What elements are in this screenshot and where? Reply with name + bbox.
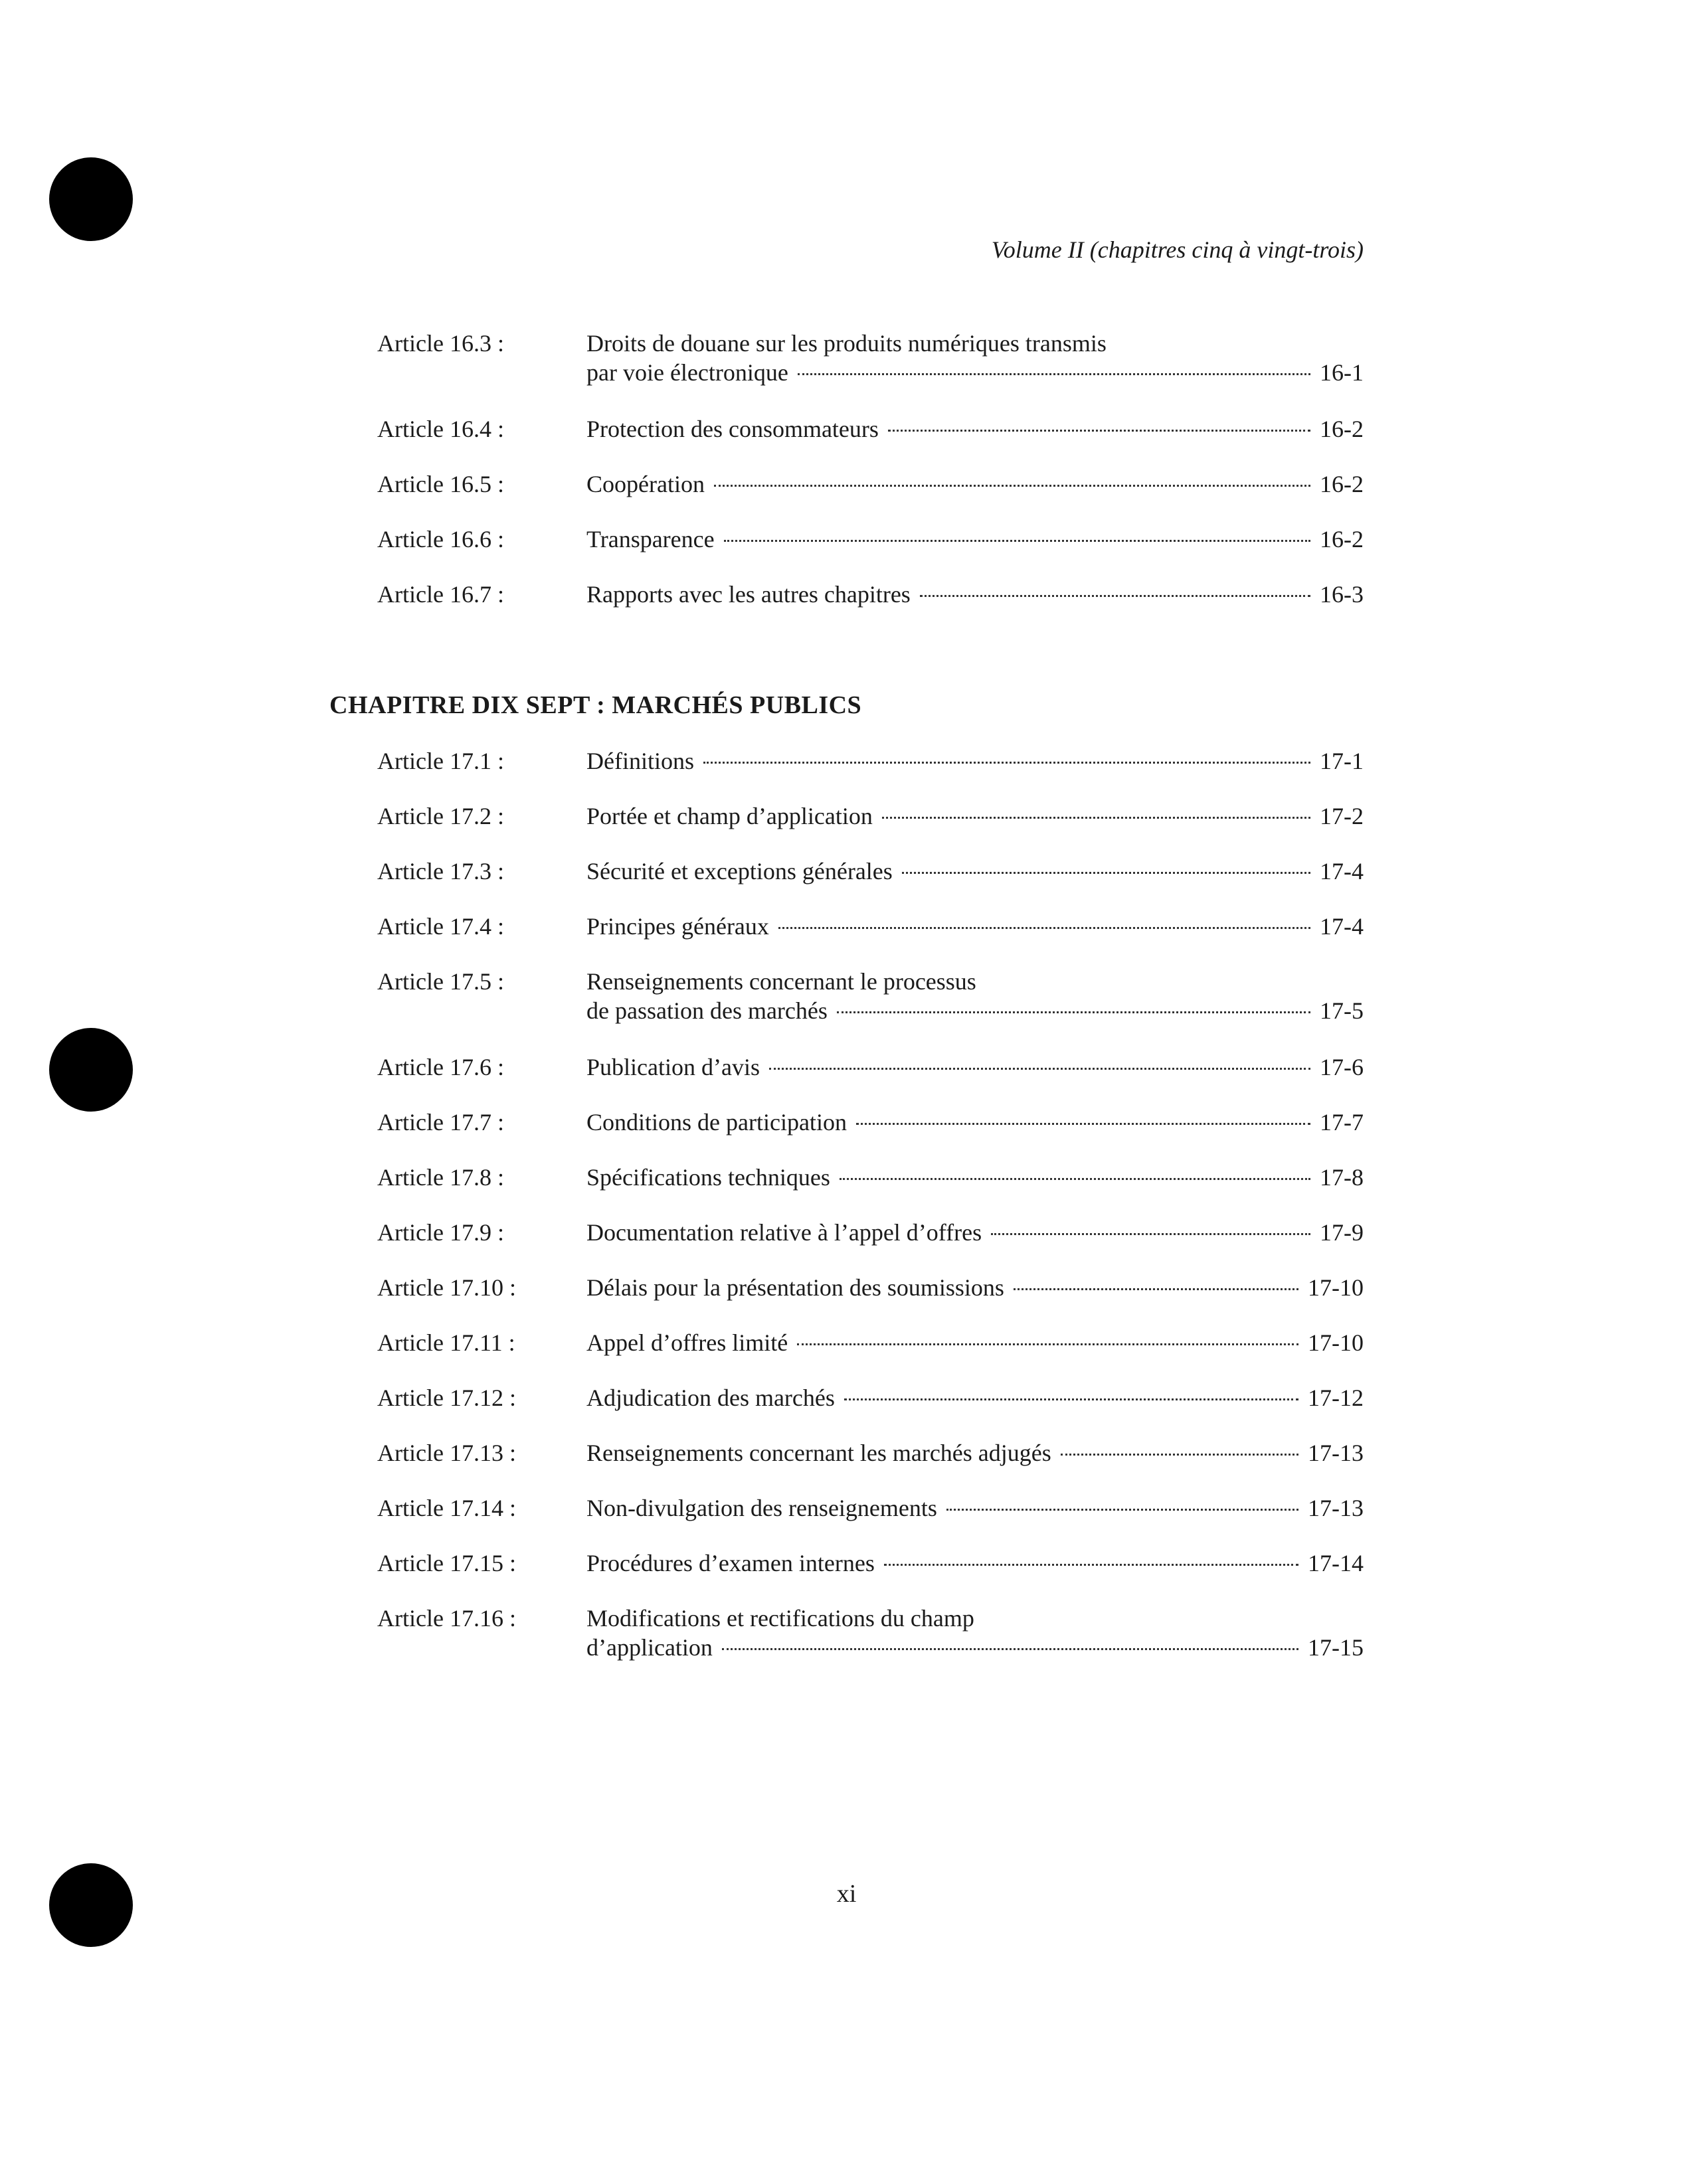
article-title: Renseignements concernant les marchés adjugés bbox=[586, 1440, 1051, 1466]
page-reference: 17-1 bbox=[1320, 748, 1364, 774]
page-reference: 16-3 bbox=[1320, 581, 1364, 608]
toc-entry[interactable] bbox=[0, 1438, 1693, 1493]
article-number: Article 16.6 : bbox=[377, 526, 504, 552]
toc-entry[interactable] bbox=[0, 329, 1693, 414]
article-title-line1: Droits de douane sur les produits numériques transmis bbox=[586, 330, 1107, 357]
article-number: Article 17.15 : bbox=[377, 1550, 516, 1576]
dot-leader bbox=[778, 927, 1310, 929]
article-title: Délais pour la présentation des soumissions bbox=[586, 1274, 1004, 1301]
article-title: Transparence bbox=[586, 526, 715, 552]
article-title: Non-divulgation des renseignements bbox=[586, 1495, 937, 1521]
page-reference: 17-2 bbox=[1320, 803, 1364, 829]
article-number: Article 17.5 : bbox=[377, 968, 504, 995]
article-title: Protection des consommateurs bbox=[586, 416, 879, 442]
page-reference: 17-13 bbox=[1308, 1495, 1364, 1521]
article-title: de passation des marchés bbox=[586, 997, 828, 1024]
article-title: Conditions de participation bbox=[586, 1109, 847, 1135]
page-reference: 17-14 bbox=[1308, 1550, 1364, 1576]
dot-leader bbox=[991, 1233, 1310, 1235]
article-title: Principes généraux bbox=[586, 913, 769, 940]
page-reference: 17-15 bbox=[1308, 1634, 1364, 1661]
page-reference: 16-2 bbox=[1320, 526, 1364, 552]
article-number: Article 17.13 : bbox=[377, 1440, 516, 1466]
article-title: Sécurité et exceptions générales bbox=[586, 858, 893, 884]
dot-leader bbox=[888, 430, 1310, 432]
article-title: Procédures d’examen internes bbox=[586, 1550, 875, 1576]
article-title: Rapports avec les autres chapitres bbox=[586, 581, 911, 608]
page-reference: 17-4 bbox=[1320, 858, 1364, 884]
toc-entry[interactable] bbox=[0, 1163, 1693, 1218]
article-title: Appel d’offres limité bbox=[586, 1329, 788, 1356]
article-title-line1: Modifications et rectifications du champ bbox=[586, 1605, 974, 1632]
dot-leader bbox=[856, 1123, 1310, 1125]
dot-leader bbox=[797, 1343, 1298, 1345]
dot-leader bbox=[837, 1011, 1310, 1013]
toc-entry[interactable] bbox=[0, 1604, 1693, 1689]
page-reference: 17-10 bbox=[1308, 1274, 1364, 1301]
article-number: Article 16.5 : bbox=[377, 471, 504, 497]
dot-leader bbox=[769, 1068, 1310, 1070]
article-number: Article 17.14 : bbox=[377, 1495, 516, 1521]
article-number: Article 17.1 : bbox=[377, 748, 504, 774]
page-reference: 17-8 bbox=[1320, 1164, 1364, 1191]
article-number: Article 17.3 : bbox=[377, 858, 504, 884]
page-reference: 17-12 bbox=[1308, 1385, 1364, 1411]
dot-leader bbox=[902, 872, 1310, 874]
article-number: Article 17.8 : bbox=[377, 1164, 504, 1191]
toc-entry[interactable] bbox=[0, 414, 1693, 469]
article-number: Article 17.9 : bbox=[377, 1219, 504, 1246]
article-number: Article 16.7 : bbox=[377, 581, 504, 608]
page-reference: 17-13 bbox=[1308, 1440, 1364, 1466]
article-title: Coopération bbox=[586, 471, 705, 497]
dot-leader bbox=[714, 485, 1310, 487]
toc-entry[interactable] bbox=[0, 469, 1693, 525]
toc-list bbox=[0, 329, 1693, 635]
page-number: xi bbox=[836, 1880, 857, 1908]
toc-entry[interactable] bbox=[0, 857, 1693, 912]
article-number: Article 16.3 : bbox=[377, 330, 504, 357]
dot-leader bbox=[1061, 1454, 1298, 1456]
toc-entry[interactable] bbox=[0, 801, 1693, 857]
toc-entry[interactable] bbox=[0, 525, 1693, 580]
page-reference: 17-7 bbox=[1320, 1109, 1364, 1135]
page-reference: 16-1 bbox=[1320, 359, 1364, 386]
dot-leader bbox=[798, 373, 1310, 375]
page-reference: 17-6 bbox=[1320, 1054, 1364, 1080]
toc-entry[interactable] bbox=[0, 580, 1693, 635]
article-title: Adjudication des marchés bbox=[586, 1385, 835, 1411]
article-number: Article 17.4 : bbox=[377, 913, 504, 940]
article-title: Spécifications techniques bbox=[586, 1164, 830, 1191]
dot-leader bbox=[884, 1564, 1298, 1566]
toc-entry[interactable] bbox=[0, 746, 1693, 801]
dot-leader bbox=[724, 540, 1310, 542]
article-number: Article 17.2 : bbox=[377, 803, 504, 829]
page-reference: 17-10 bbox=[1308, 1329, 1364, 1356]
dot-leader bbox=[920, 595, 1310, 597]
page-reference: 16-2 bbox=[1320, 471, 1364, 497]
article-title-line1: Renseignements concernant le processus bbox=[586, 968, 976, 995]
article-title: Définitions bbox=[586, 748, 694, 774]
article-number: Article 17.11 : bbox=[377, 1329, 515, 1356]
dot-leader bbox=[722, 1648, 1298, 1650]
toc-entry[interactable] bbox=[0, 1218, 1693, 1273]
punch-hole bbox=[49, 157, 133, 241]
dot-leader bbox=[844, 1398, 1298, 1400]
toc-list bbox=[0, 746, 1693, 1689]
article-number: Article 17.16 : bbox=[377, 1605, 516, 1632]
dot-leader bbox=[1014, 1288, 1298, 1290]
chapter-heading: CHAPITRE DIX SEPT : MARCHÉS PUBLICS bbox=[329, 691, 862, 719]
article-title: d’application bbox=[586, 1634, 713, 1661]
article-number: Article 17.7 : bbox=[377, 1109, 504, 1135]
page-reference: 17-9 bbox=[1320, 1219, 1364, 1246]
page-reference: 16-2 bbox=[1320, 416, 1364, 442]
toc-entry[interactable] bbox=[0, 1052, 1693, 1108]
article-title: Publication d’avis bbox=[586, 1054, 760, 1080]
article-title: Portée et champ d’application bbox=[586, 803, 873, 829]
toc-entry[interactable] bbox=[0, 1108, 1693, 1163]
page-reference: 17-5 bbox=[1320, 997, 1364, 1024]
article-number: Article 17.12 : bbox=[377, 1385, 516, 1411]
dot-leader bbox=[946, 1509, 1298, 1511]
article-number: Article 17.6 : bbox=[377, 1054, 504, 1080]
article-number: Article 17.10 : bbox=[377, 1274, 516, 1301]
toc-entry[interactable] bbox=[0, 1549, 1693, 1604]
article-title: Documentation relative à l’appel d’offres bbox=[586, 1219, 982, 1246]
article-title: par voie électronique bbox=[586, 359, 788, 386]
toc-entry[interactable] bbox=[0, 912, 1693, 967]
toc-entry[interactable] bbox=[0, 967, 1693, 1052]
running-header: Volume II (chapitres cinq à vingt-trois) bbox=[991, 236, 1364, 263]
article-number: Article 16.4 : bbox=[377, 416, 504, 442]
toc-entry[interactable] bbox=[0, 1273, 1693, 1328]
toc-entry[interactable] bbox=[0, 1328, 1693, 1383]
dot-leader bbox=[703, 762, 1310, 764]
toc-entry[interactable] bbox=[0, 1383, 1693, 1438]
page-reference: 17-4 bbox=[1320, 913, 1364, 940]
dot-leader bbox=[840, 1178, 1310, 1180]
dot-leader bbox=[882, 817, 1310, 819]
toc-entry[interactable] bbox=[0, 1493, 1693, 1549]
